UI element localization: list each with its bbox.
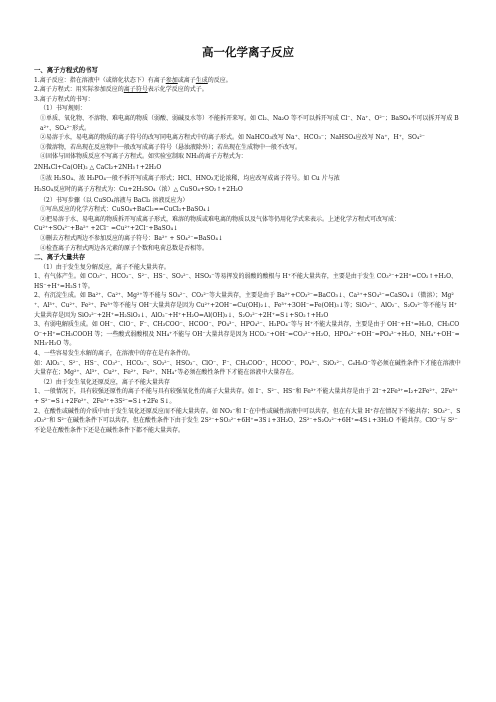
line-1: 1.离子反应：指在溶液中（或熔化状态下）有离子参加或离子生成的反应。 <box>34 76 232 84</box>
line-13: Cu²⁺+SO₄²⁻+Ba²⁺ +2Cl⁻ =Cu²⁺+2Cl⁻+BaSO₄↓ <box>34 225 179 233</box>
coexist-line-9: 2、在酸性或碱性的介质中由于发生氧化还原反应而不能大量共存。如 NO₃⁻和 I⁻在中性或碱性溶液中可以共存，但在有大量 H⁺存在情况下不能共存；SO₃²⁻、S₂O₃²⁻和 S²⁻在碱性条件下可以共存，但在酸性条件下由于发生 2S²⁻+SO₃²⁻+6H⁺=3S↓+3H₂O、2S²⁻+S₂O₃²⁻+6H⁺=4S↓+3H₂O 不能共存。ClO⁻与 S²⁻不论是在酸性条件下还是在碱性条件下都不能大量共存。 <box>34 407 461 434</box>
line-11: ①写出反应的化学方程式：CuSO₄+BaCl₂==CuCl₂+BaSO₄↓ <box>40 206 211 214</box>
line-14: ③删去方程式两边不参加反应的离子符号：Ba²⁺ + SO₄²⁻=BaSO₄↓ <box>40 234 223 242</box>
line-9: ⑤浓 H₂SO₄、浓 H₃PO₄一般不拆开写成离子形式；HCl、HNO₃无论浓稀，均应改写成离子符号。如 Cu 片与浓 <box>40 174 340 182</box>
line-15: ④检查离子方程式两边各元素的原子个数和电荷总数是否相等。 <box>40 244 209 252</box>
equation-ammonia: 2NH₄Cl+Ca(OH)₂ △ CaCl₂+2NH₃↑+2H₂O <box>34 163 162 171</box>
coexist-line-2: 1、有气体产生。如 CO₃²⁻、HCO₃⁻、S²⁻、HS⁻、SO₃²⁻、HSO₃⁻等易挥发的弱酸的酸根与 H⁺不能大量共存，主要是由于发生 CO₃²⁻+2H⁺=CO₂↑+H₂O、HS⁻+H⁺=H₂S↑等。 <box>34 273 458 290</box>
line-12: ②把易溶于水、易电离的物质拆开写成离子形式，难溶的物质或难电离的物质以及气体等仍用化学式来表示。上述化学方程式可改写成： <box>40 215 401 223</box>
coexist-line-3: 2、有沉淀生成。如 Ba²⁺、Ca²⁺、Mg²⁺等不能与 SO₄²⁻、CO₃²⁻等大量共存，主要是由于 Ba²⁺+CO₃²⁻=BaCO₃↓、Ca²⁺+SO₄²⁻=CaSO₄↓（微溶）；Mg²⁺、Al³⁺、Cu²⁺、Fe²⁺、Fe³⁺等不能与 OH⁻大量共存是因为 Cu²⁺+2OH⁻=Cu(OH)₂↓、Fe³⁺+3OH⁻=Fe(OH)₃↓等；SiO₃²⁻、AlO₂⁻、S₂O₃²⁻等不能与 H⁺大量共存是因为 SiO₃²⁻+2H⁺=H₂SiO₃↓、AlO₂⁻+H⁺+H₂O=Al(OH)₃↓、S₂O₃²⁻+2H⁺=S↓+SO₂↑+H₂O <box>34 292 458 319</box>
coexist-line-4: 3、有弱电解质生成。如 OH⁻、ClO⁻、F⁻、CH₃COO⁻、HCOO⁻、PO₄³⁻、HPO₄²⁻、H₂PO₄⁻等与 H⁺不能大量共存，主要是由于 OH⁻+H⁺=H₂O、CH₃COO⁻+H⁺=CH₃COOH 等；一些酸式弱酸根及 NH₄⁺不能与 OH⁻大量共存是因为 HCO₃⁻+OH⁻=CO₃²⁻+H₂O、HPO₄²⁻+OH⁻=PO₄³⁻+H₂O、NH₄⁺+OH⁻=NH₃·H₂O 等。 <box>34 321 460 348</box>
coexist-line-8: 1、一般情况下，具有较强还原性的离子不能与具有较强氧化性的离子大量共存。如 I⁻、S²⁻、HS⁻和 Fe³⁺不能大量共存是由于 2I⁻+2Fe³⁺=I₂+2Fe²⁺、2Fe³⁺+ S²⁻=S↓+2Fe²⁺、2Fe³⁺+3S²⁻=S↓+2Fe S↓。 <box>34 388 458 405</box>
line-10: （2）书写步骤（以 CuSO₄溶液与 BaCl₂ 溶液反应为） <box>40 196 189 204</box>
section-heading-2: 二、离子大量共存 <box>34 253 86 262</box>
line-4: （1）书写规则： <box>40 105 86 113</box>
line-7: ③微溶物，若出现在反应物中一般改写成离子符号（悬浊液除外）；若出现在生成物中一般不改写。 <box>40 143 302 151</box>
coexist-line-6: 如：AlO₂⁻、S²⁻、HS⁻、CO₃²⁻、HCO₃⁻、SO₃²⁻、HSO₃⁻、ClO⁻、F⁻、CH₃COO⁻、HCOO⁻、PO₄³⁻、SiO₃²⁻、C₆H₅O⁻等必须在碱性条件下才能在溶液中大量存在；Mg²⁺、Al³⁺、Cu²⁺、Fe²⁺、Fe³⁺、NH₄⁺等必须在酸性条件下才能在溶液中大量存在。 <box>34 359 461 377</box>
page-title: 高一化学离子反应 <box>202 45 294 59</box>
line-5: ①单质、氧化物、不溶物、难电离的物质（弱酸、弱碱及水等）不能拆开来写。如 Cl₂、Na₂O 等不可以拆开写成 Cl⁻、Na⁺、O²⁻；BaSO₄不可以拆开写成 Ba²⁺、SO₄²⁻形式。 <box>40 114 459 132</box>
coexist-line-7: （2）由于发生氧化还原反应，离子不能大量共存 <box>40 378 170 386</box>
line-6: ②易溶于水，易电离的物质的离子符号的改写同电离方程式中的离子形式。如 NaHCO₃改写 Na⁺、HCO₃⁻；NaHSO₄应改写 Na⁺，H⁺，SO₄²⁻ <box>40 134 425 142</box>
section-heading-1: 一、离子方程式的书写 <box>34 66 98 74</box>
line-3: 3.离子方程式的书写： <box>34 95 94 103</box>
coexist-line-5: 4、一些容易发生水解的离子，在溶液中的存在是有条件的。 <box>34 350 194 358</box>
line-2: 2.离子方程式：用实际参加反应的离子符号表示化学反应的式子。 <box>34 86 208 94</box>
line-8: ④固体与固体物质反应不写离子方程式。如实验室制取 NH₃的离子方程式为： <box>40 153 247 161</box>
coexist-line-1: （1）由于发生复分解反应，离子不能大量共存。 <box>40 263 170 271</box>
equation-copper-acid: H₂SO₄反应时的离子方程式为：Cu+2H₂SO₄（浓）△ CuSO₄+SO₂↑+2H₂O <box>34 185 243 193</box>
